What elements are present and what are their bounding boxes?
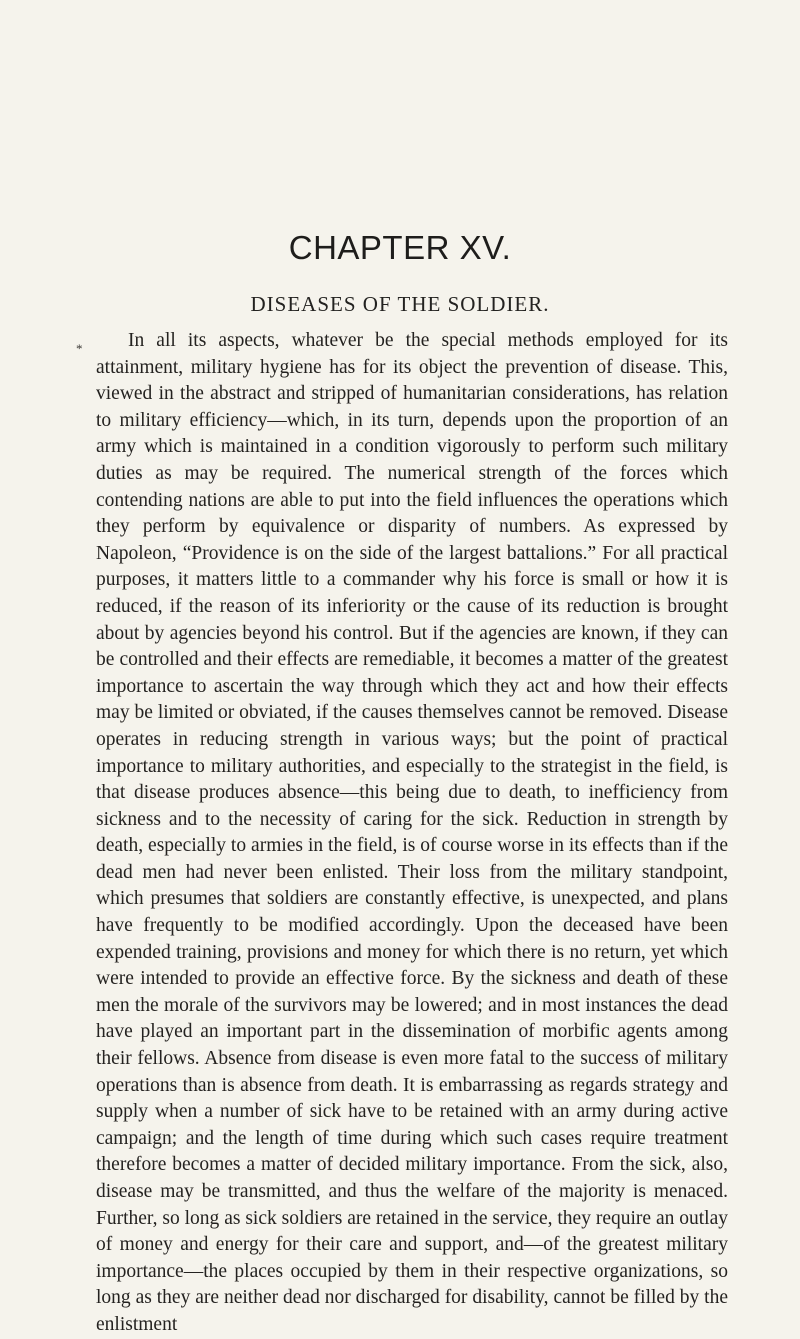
chapter-title: CHAPTER XV. xyxy=(288,229,512,266)
margin-mark: * xyxy=(76,341,83,356)
body-paragraph: In all its aspects, whatever be the special methods employed for its attainment, military hygiene has for its object the prevention of disease. This, viewed in the abstract and stripped of humanitarian considerations, has relation to military efficiency—which, in its turn, depends upon the proportion of an army which is maintained in a condition vigorously to perform such military duties as may be required. The numerical strength of the forces which contending nations are able to put into the field influences the operations which they perform by equivalence or disparity of numbers. As expressed by Napoleon, “Providence is on the side of the largest battalions.” For all practical purposes, it matters little to a commander why his force is small or how it is reduced, if the reason of its inferiority or the cause of its reduction is brought about by agencies beyond his control. But if the agencies are known, if they can be controlled and their effects are remediable, it becomes a matter of the greatest importance to ascertain the way through which they act and how their effects may be limited or obviated, if the causes themselves cannot be removed. Disease operates in reducing strength in various ways; but the point of practical importance to military authorities, and especially to the strategist in the field, is that disease produces absence—this being due to death, to inefficiency from sickness and to the necessity of caring for the sick. Reduction in strength by death, especially to armies in the field, is of course worse in its effects than if the dead men had never been enlisted. Their loss from the military standpoint, which presumes that soldiers are constantly effective, is unexpected, and plans have frequently to be modified accordingly. Upon the deceased have been expended training, provisions and money for which there is no return, yet which were intended to provide an effective force. By the sickness and death of these men the morale of the survivors may be lowered; and in most instances the dead have played an important part in the dissemination of morbific agents among their fellows. Absence from disease is even more fatal to the success of military operations than is absence from death. It is embarrassing as regards strategy and supply when a number of sick have to be retained with an army during active campaign; and the length of time during which such cases require treatment therefore becomes a matter of decided military importance. From the sick, also, disease may be transmitted, and thus the welfare of the majority is menaced. Further, so long as sick soldiers are retained in the service, they require an outlay of money and energy for their care and support, and—of the greatest military importance—the places occupied by them in their respective organizations, so long as they are neither dead nor discharged for disability, cannot be filled by the enlistment xyxy=(96,330,728,1335)
chapter-subtitle: DISEASES OF THE SOLDIER. xyxy=(250,292,550,316)
